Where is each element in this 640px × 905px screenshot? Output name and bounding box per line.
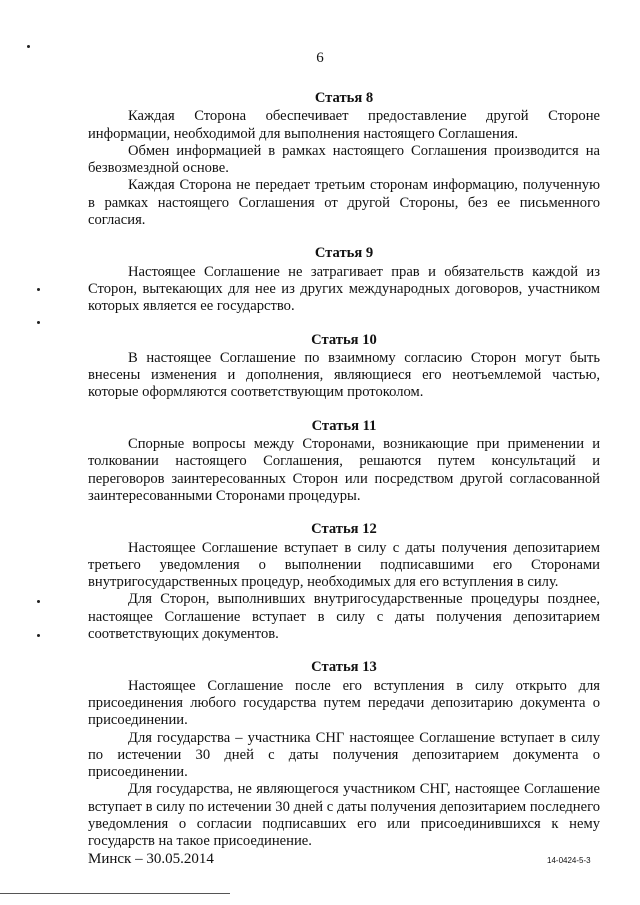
article-paragraph: Настоящее Соглашение вступает в силу с даты получения депозитарием третьего уведомления о выполнении подписавшими его Сторонами внутригосударственных процедур, необходимых для его вступления в силу. (88, 539, 600, 591)
article-title: Статья 11 (311, 417, 377, 434)
article-paragraph: В настоящее Соглашение по взаимному согласию Сторон могут быть внесены изменения и дополнения, являющиеся его неотъемлемой частью, которые оформляются соответствующим протоколом. (88, 349, 600, 401)
scan-speck (37, 321, 40, 324)
article-paragraph: Для Сторон, выполнивших внутригосударственные процедуры позднее, настоящее Соглашение вступает в силу с даты получения депозитарием соответствующих документов. (88, 591, 600, 643)
article-section (88, 521, 600, 643)
article-paragraph: Каждая Сторона не передает третьим сторонам информацию, полученную в рамках настоящего Соглашения от другой Стороны, без ее письменного согласия. (88, 177, 600, 229)
article-paragraph: Спорные вопросы между Сторонами, возникающие при применении и толковании настоящего Соглашения, решаются путем консультаций и переговоров заинтересованных Сторон или посредством другой согласованной заинтересованными Сторонами процедуры. (88, 436, 600, 504)
article-title: Статья 8 (314, 90, 374, 106)
document-body (88, 90, 600, 867)
article-title: Статья 9 (314, 245, 374, 262)
article-title: Статья 13 (311, 659, 377, 676)
scan-speck (37, 288, 40, 291)
article-title: Статья 12 (311, 521, 377, 538)
scan-speck (37, 634, 40, 637)
article-title: Статья 10 (311, 331, 377, 348)
article-paragraph: Каждая Сторона обеспечивает предоставление другой Стороне информации, необходимой для выполнения настоящего Соглашения. (88, 108, 600, 142)
scan-speck (37, 600, 40, 603)
page-number: 6 (316, 50, 324, 66)
article-paragraph: Для государства, не являющегося участником СНГ, настоящее Соглашение вступает в силу по истечении 30 дней с даты получения депозитарием последнего уведомления о согласии подписавших его или присоединившихся к нему государств на такое присоединение. (88, 781, 600, 850)
article-paragraph: Для государства – участника СНГ настоящее Соглашение вступает в силу по истечении 30 дней с даты получения депозитарием документа о присоединении. (88, 729, 600, 781)
bottom-rule (0, 893, 230, 894)
article-section (88, 245, 600, 315)
article-paragraph: Обмен информацией в рамках настоящего Соглашения производится на безвозмездной основе. (88, 142, 600, 177)
footer-doc-code: 14-0424-5-3 (547, 856, 591, 865)
scan-speck (27, 45, 30, 48)
article-paragraph: Настоящее Соглашение не затрагивает прав и обязательств каждой из Сторон, вытекающих для нее из других международных договоров, участником которых является ее государство. (88, 263, 600, 315)
article-paragraph: Настоящее Соглашение после его вступления в силу открыто для присоединения любого государства путем передачи депозитарию документа о присоединении. (88, 677, 600, 729)
article-section (88, 90, 600, 229)
article-section (88, 332, 600, 402)
article-section (88, 418, 600, 505)
article-section (88, 659, 600, 850)
footer-place-date: Минск – 30.05.2014 (88, 851, 214, 867)
